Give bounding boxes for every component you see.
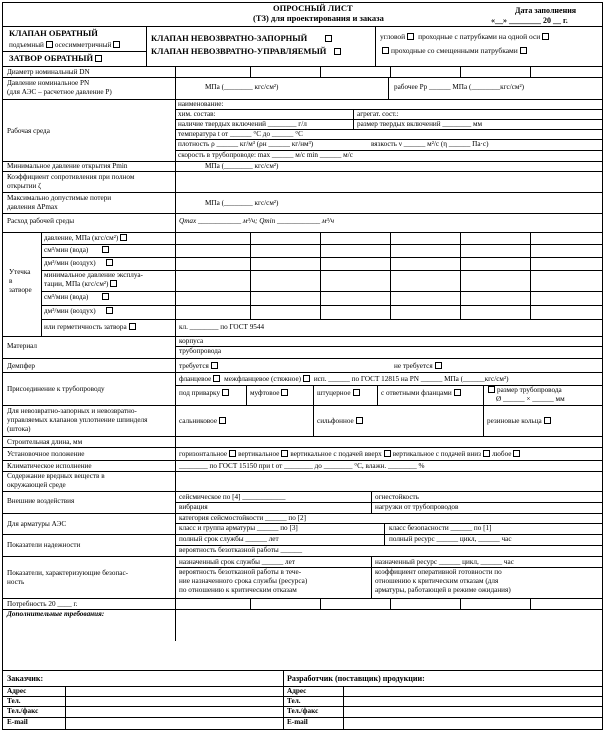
conn-coupling [250, 389, 290, 397]
extra-requirements-label: Дополнительные требования: [7, 610, 105, 618]
leak-water-label: см³/мин (вода) [44, 246, 89, 254]
seal-bellows-label: сильфонное [317, 417, 354, 425]
leak-label-2: в [9, 277, 13, 285]
rel-life-field[interactable]: полный срок службы ______ лет [179, 535, 279, 543]
inst-down-label: вертикальное с подачей вниз [392, 450, 481, 458]
leak-pressure-label: давление, МПа (кгс/см²) [44, 234, 119, 242]
leak-air-2 [44, 307, 115, 315]
seal-bellows-checkbox[interactable] [356, 417, 363, 424]
leak-gost-field[interactable]: кл. ________ по ГОСТ 9544 [179, 323, 265, 331]
leak-label: Утечка [9, 268, 31, 276]
leak-min-pressure-checkbox[interactable] [110, 280, 117, 287]
leak-air [44, 259, 115, 267]
non-return-ctrl-option[interactable] [151, 47, 343, 57]
need-label: Потребность 20 ____ г. [7, 600, 78, 608]
check-valve-heading: КЛАПАН ОБРАТНЫЙ [9, 28, 98, 38]
non-return-stop-label: КЛАПАН НЕВОЗВРАТНО-ЗАПОРНЫЙ [151, 33, 308, 43]
inst-up-checkbox[interactable] [384, 450, 391, 457]
leak-label-3: затворе [9, 286, 32, 294]
climate-field[interactable]: ________ по ГОСТ 15150 при t от ________ до ________ °С, влажн. ________ % [179, 462, 425, 470]
inst-v-label: вертикальное [238, 450, 280, 458]
conn-flange-label: фланцевое [179, 375, 212, 383]
npp-cat-field[interactable]: категория сейсмостойкости ______ по [2] [179, 514, 306, 522]
pmin-field[interactable]: МПа (________ кгс/см²) [205, 162, 279, 170]
seal-rings [487, 417, 553, 425]
medium-size-field[interactable]: размер твердых включений ________ мм [357, 120, 483, 128]
leak-tightness-label: или герметичность затвора [44, 323, 127, 331]
material-label: Материал [7, 342, 38, 350]
damper-not-required [394, 362, 444, 370]
conn-mating-label: с ответными фланцами [381, 389, 452, 397]
flow-label: Расход рабочей среды [7, 217, 75, 225]
ext-pipe-field[interactable]: нагрузки от трубопроводов [375, 503, 459, 511]
zeta-label: Коэффициент сопротивления при полном [7, 173, 135, 181]
dp-label-2: давления ΔPmax [7, 203, 58, 211]
saf-life-field[interactable]: назначенный срок службы ______ лет [179, 558, 295, 566]
seal-rings-checkbox[interactable] [544, 417, 551, 424]
leak-air-label: дм³/мин (воздух) [44, 259, 96, 267]
leak-pressure [44, 234, 129, 242]
developer-email[interactable]: E-mail [287, 718, 308, 726]
developer-label: Разработчик (поставщик) продукции: [287, 674, 425, 683]
saf-coef-field-2: отношению к критическим отказам (для [375, 577, 499, 585]
rel-resource-field[interactable]: полный ресурс ______ цикл, ______ час [389, 535, 512, 543]
npp-safety-field[interactable]: класс безопасности ______ по [1] [389, 524, 492, 532]
damper-not-required-checkbox[interactable] [435, 362, 442, 369]
damper-required [179, 362, 220, 370]
customer-label: Заказчик: [7, 674, 44, 683]
install-label: Установочное положение [7, 450, 85, 458]
conn-flange [179, 375, 509, 383]
angle-checkbox[interactable] [407, 33, 414, 40]
customer-email[interactable]: E-mail [7, 718, 28, 726]
pmin-label: Минимальное давление открытия Pmin [7, 162, 128, 170]
conn-pin-label: штуцерное [317, 389, 351, 397]
conn-mating [381, 389, 463, 397]
inst-v-checkbox[interactable] [281, 450, 288, 457]
inst-h-checkbox[interactable] [229, 450, 236, 457]
medium-name-field[interactable]: наименование: [178, 100, 224, 108]
questionnaire-form [2, 2, 603, 730]
offset-label: проходные со смещенными патрубками [391, 46, 518, 55]
leak-min-pressure: минимальное давление эксплуа- [44, 271, 143, 279]
medium-speed-field[interactable]: скорость в трубопроводе: max ______ м/с min ______ м/с [178, 151, 353, 159]
conn-weld-label: под приварку [179, 389, 221, 397]
ext-fire-field[interactable]: огнестойкость [375, 493, 419, 501]
dp-field[interactable]: МПа (________ кгс/см²) [205, 199, 279, 207]
seal-rings-label: резиновые кольца [487, 417, 542, 425]
leak-tightness [44, 323, 138, 331]
conn-weld [179, 389, 231, 397]
leak-pressure-checkbox[interactable] [120, 234, 127, 241]
date-label: Дата заполнения [515, 6, 577, 15]
material-pipe-field[interactable]: трубопровода [179, 347, 222, 355]
damper-label: Демпфер [7, 362, 36, 370]
inst-any-label: любое [491, 450, 512, 458]
axisym-checkbox[interactable] [113, 41, 120, 48]
conn-size-checkbox[interactable] [488, 386, 495, 393]
medium-solids-field[interactable]: наличие твердых включений ________ г/л [178, 120, 307, 128]
leak-water-2 [44, 293, 111, 301]
saf-coef-field-3: арматуры, работающей в режиме ожидания) [375, 586, 511, 594]
conn-coupling-label: муфтовое [250, 389, 280, 397]
inst-h-label: горизонтальное [179, 450, 228, 458]
axisym-label: осесимметричный [54, 41, 112, 49]
saf-resource-field[interactable]: назначенный ресурс ______ цикл, ______ час [375, 558, 514, 566]
conn-exec-field[interactable]: исп. ______ по ГОСТ 12815 на PN ______ МПа (______кгс/см²) [313, 375, 509, 383]
length-label: Строительная длина, мм [7, 438, 83, 446]
damper-required-label: требуется [179, 362, 209, 370]
damper-not-required-label: не требуется [394, 362, 433, 370]
harmful-label-2: окружающей среде [7, 481, 66, 489]
climate-label: Климатическое исполнение [7, 462, 92, 470]
saf-prob-field: вероятность безотказной работы в тече- [179, 568, 302, 576]
dn-label: Диаметр номинальный DN [7, 68, 90, 76]
angle-label: угловой [380, 32, 406, 41]
medium-label: Рабочая среда [7, 127, 50, 135]
non-return-stop-option[interactable] [151, 34, 334, 44]
npp-label: Для арматуры АЭС [7, 520, 67, 528]
ext-vibr-field[interactable]: вибрация [179, 503, 208, 511]
inst-down-checkbox[interactable] [483, 450, 490, 457]
install-options [179, 450, 522, 458]
medium-chem-field[interactable]: хим. состав: [178, 110, 216, 118]
lift-label: подъемный [9, 41, 44, 49]
harmful-label: Содержание вредных веществ в [7, 472, 105, 480]
pn-label-npp: (для АЭС – расчетное давление P) [7, 88, 112, 96]
straight-label: проходные с патрубками на одной оси [418, 32, 541, 41]
customer-telfax[interactable]: Тел./факс [7, 707, 39, 715]
leak-water-checkbox[interactable] [102, 246, 109, 253]
inst-any-checkbox[interactable] [513, 450, 520, 457]
flow-field[interactable]: Qmax ____________ м³/ч; Qmin ____________ м³/ч [179, 217, 335, 225]
seal-label-3: (штока) [7, 425, 31, 433]
check-gate-checkbox[interactable] [95, 55, 102, 62]
npp-class-field[interactable]: класс и группа арматуры ______ по [3] [179, 524, 298, 532]
zeta-label-2: открытии ζ [7, 182, 42, 190]
rel-prob-field[interactable]: вероятность безотказной работы ______ [179, 546, 303, 554]
form-title: ОПРОСНЫЙ ЛИСТ [273, 3, 353, 13]
ext-seismic-field[interactable]: сейсмическое по [4] ____________ [179, 493, 286, 501]
working-pressure-field[interactable]: рабочее Pр ______ МПа (________кгс/см²) [394, 83, 525, 91]
developer-address[interactable]: Адрес [287, 687, 307, 695]
seal-gland [179, 417, 228, 425]
offset-option[interactable] [380, 47, 529, 56]
form-subtitle: (ТЗ) для проектирования и заказа [253, 13, 384, 23]
material-body-field[interactable]: корпуса [179, 337, 204, 345]
connection-label: Присоединение к трубопроводу [7, 385, 105, 393]
conn-pin-checkbox[interactable] [353, 389, 360, 396]
saf-prob-field-2: ние назначенного срока службы (ресурса) [179, 577, 308, 585]
inst-up-label: вертикальное с подачей вверх [290, 450, 382, 458]
leak-min-pressure-label: тации, МПа (кгс/см²) [44, 280, 109, 288]
conn-size [486, 386, 562, 394]
medium-viscosity-field[interactable]: вязкость ν ______ м²/с (η ______ Па·с) [371, 140, 489, 148]
non-return-ctrl-checkbox[interactable] [334, 48, 341, 55]
dp-label: Максимально допустимые потери [7, 194, 112, 202]
leak-water-2-label: см³/мин (вода) [44, 293, 89, 301]
body-type-options [380, 33, 551, 42]
seal-bellows [317, 417, 365, 425]
damper-required-checkbox[interactable] [211, 362, 218, 369]
leak-tightness-checkbox[interactable] [129, 323, 136, 330]
seal-label-2: управляемых клапанов уплотнение шпинделя [7, 416, 148, 424]
developer-tel[interactable]: Тел. [287, 697, 301, 705]
customer-address[interactable]: Адрес [7, 687, 27, 695]
conn-coupling-checkbox[interactable] [281, 389, 288, 396]
leak-water-2-checkbox[interactable] [102, 293, 109, 300]
seal-gland-checkbox[interactable] [219, 417, 226, 424]
customer-tel[interactable]: Тел. [7, 697, 21, 705]
medium-density-field[interactable]: плотность ρ ______ кг/м³ (ρн ______ кг/нм³) [178, 140, 314, 148]
conn-weld-checkbox[interactable] [222, 389, 229, 396]
leak-air-2-label: дм³/мин (воздух) [44, 307, 96, 315]
saf-prob-field-3: по отношению к критическим отказам [179, 586, 297, 594]
medium-aggr-field[interactable]: агрегат. сост.: [357, 110, 399, 118]
conn-interflange-checkbox[interactable] [303, 375, 310, 382]
non-return-ctrl-label: КЛАПАН НЕВОЗВРАТНО-УПРАВЛЯЕМЫЙ [151, 46, 327, 56]
developer-telfax[interactable]: Тел./факс [287, 707, 319, 715]
conn-pin [317, 389, 362, 397]
conn-interflange-label: межфланцевое (стяжное) [224, 375, 302, 383]
safety-label-2: ность [7, 578, 25, 586]
check-gate-label: ЗАТВОР ОБРАТНЫЙ [9, 53, 94, 63]
external-label: Внешние воздействия [7, 497, 75, 505]
conn-mating-checkbox[interactable] [454, 389, 461, 396]
pn-value-field[interactable]: МПа (________ кгс/см²) [205, 83, 279, 91]
seal-gland-label: сальниковое [179, 417, 218, 425]
non-return-stop-checkbox[interactable] [325, 35, 332, 42]
leak-air-checkbox[interactable] [106, 259, 113, 266]
leak-water [44, 246, 111, 254]
saf-coef-field: коэффициент оперативной готовности по [375, 568, 502, 576]
offset-checkbox[interactable] [382, 47, 389, 54]
check-gate-option[interactable] [9, 54, 104, 64]
leak-air-2-checkbox[interactable] [106, 307, 113, 314]
offset-checkbox-2[interactable] [520, 47, 527, 54]
lift-checkbox[interactable] [46, 41, 53, 48]
lift-option[interactable] [9, 41, 122, 49]
medium-temp-field[interactable]: температура t от ______ °С до ______ °С [178, 130, 303, 138]
straight-checkbox[interactable] [542, 33, 549, 40]
leak-min-pressure-2 [44, 280, 119, 288]
seal-label: Для невозвратно-запорных и невозвратно- [7, 407, 137, 415]
safety-label: Показатели, характеризующие безопас- [7, 569, 129, 577]
pn-label: Давление номинальное PN [7, 79, 90, 87]
conn-flange-checkbox[interactable] [213, 375, 220, 382]
date-field[interactable]: «__» ________ 20 __ г. [491, 16, 568, 25]
conn-size-label: размер трубопровода [497, 386, 562, 394]
conn-size-field[interactable]: Ø ______ × ______ мм [496, 395, 565, 403]
reliability-label: Показатели надежности [7, 541, 81, 549]
